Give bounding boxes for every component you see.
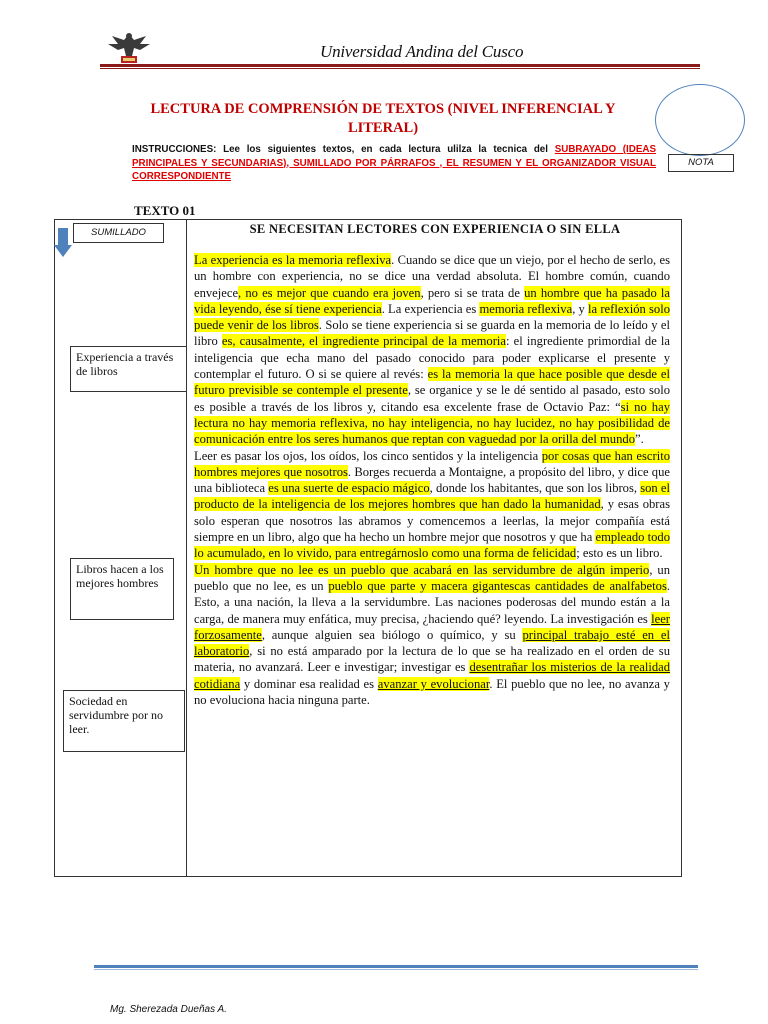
sumillado-label: SUMILLADO <box>73 223 164 243</box>
highlighted-text: un hombre que ha pasado la vida leyendo, ése sí tiene experiencia <box>194 285 670 316</box>
margin-note: Libros hacen a los mejores hombres <box>70 558 174 620</box>
highlighted-text: es una suerte de espacio mágico <box>268 481 430 496</box>
header-rule-thin <box>100 68 700 69</box>
highlighted-text: si no hay lectura no hay memoria reflexiva, no hay inteligencia, no hay lucidez, no hay posibilidad de comunicación entre los seres humanos que reptan con vaguedad por la orilla del mundo <box>194 399 670 447</box>
nota-label: NOTA <box>668 154 734 172</box>
highlighted-underlined-text: leer forzosamente <box>194 611 670 642</box>
instructions <box>132 143 656 184</box>
body-text: ; esto es un libro. <box>576 546 663 561</box>
university-logo <box>104 28 154 68</box>
highlighted-text: , no es mejor que cuando era joven <box>238 285 421 300</box>
body-text: , aunque alguien sea biólogo o químico, y su <box>261 627 523 642</box>
arrow-down-icon <box>54 228 72 258</box>
highlighted-text: son el producto de la inteligencia de los mejores hombres que han dado la humanidad <box>194 481 670 512</box>
body-text: Leer es pasar los ojos, los oídos, los cinco sentidos y la inteligencia <box>194 448 542 463</box>
body-text: y dominar esa realidad es <box>240 676 378 691</box>
body-text: , y esas obras solo esperan que nosotros las abramos y comencemos a leerlas, la mejor compañía está siempre en un libro, algo que ha hecho un hombre mejor que nosotros y que ha <box>194 497 670 545</box>
instructions-lead: INSTRUCCIONES: Lee los siguientes textos, en cada lectura ulilza la tecnica del <box>132 144 555 155</box>
highlighted-underlined-text: avanzar y evolucionar <box>377 676 490 691</box>
highlighted-text: por cosas que han escrito hombres mejores que nosotros <box>194 448 670 479</box>
highlighted-text: pueblo que parte y macera gigantescas cantidades de analfabetos <box>328 578 667 593</box>
highlighted-text: La experiencia es la memoria reflexiva <box>194 253 392 267</box>
page-title: LECTURA DE COMPRENSIÓN DE TEXTOS (NIVEL INFERENCIAL Y LITERAL) <box>150 101 616 136</box>
body-text: , y <box>572 301 589 316</box>
paragraph <box>194 252 670 448</box>
highlighted-text: empleado todo lo acumulado, en lo vivido, para entregárnoslo como una forma de felicidad <box>194 530 670 561</box>
body-text: ”. <box>635 432 644 447</box>
body-text: . Solo se tiene experiencia si se guarda en la memoria de lo leído y el libro <box>194 318 671 349</box>
body-text: . Esto, a una nación, la lleva a la servidumbre. Las naciones poderosas del mundo están a la carga, de manera muy enfática, muy precisa, ¿haciendo qué? leyendo. La investigación es <box>194 578 670 626</box>
highlighted-underlined-text: desentrañar los misterios de la realidad cotidiana <box>194 660 670 691</box>
highlighted-text: la reflexión solo puede venir de los libros <box>194 301 670 333</box>
footer-rule <box>94 965 698 968</box>
highlighted-underlined-text: principal trabajo esté en el laboratorio <box>194 627 670 659</box>
university-name: Universidad Andina del Cusco <box>320 42 524 61</box>
highlighted-text: Un hombre que no lee es un pueblo que acabará en las servidumbre de algún imperio <box>194 562 650 577</box>
body-text: , si no está amparado por la lectura de lo que se ha realizado en el orden de su materia, no avanzará. Leer e investigar; investigar es <box>194 644 670 675</box>
body-text: . Cuando se dice que un viejo, por el hecho de serlo, es un hombre con experiencia, no se dice una verdad absoluta. El hombre común, cuando envejece <box>194 253 670 300</box>
header-rule <box>100 64 700 67</box>
article-title: SE NECESITAN LECTORES CON EXPERIENCIA O SIN ELLA <box>249 222 621 236</box>
body-text: . Borges recuerda a Montaigne, a propósito del libro, y dice que una biblioteca <box>194 464 670 496</box>
body-text: : el ingrediente primordial de la inteligencia que echa mano del pasado conocido para poder explicarse el presente y contemplar el futuro. O si se quiere al revés: <box>194 334 670 382</box>
highlighted-text: memoria reflexiva <box>479 301 573 316</box>
margin-note: Sociedad en servidumbre por no leer. <box>63 690 185 752</box>
margin-note: Experiencia a través de libros <box>70 346 187 392</box>
article-body <box>194 252 670 708</box>
footer-rule-thin <box>94 969 698 970</box>
grade-oval <box>655 84 745 156</box>
body-text: . La experiencia es <box>381 301 480 316</box>
texto-label: TEXTO 01 <box>134 203 196 218</box>
body-text: , donde los habitantes, que son los libros, <box>429 481 641 496</box>
paragraph <box>194 448 670 562</box>
body-text: , se organice y se le dé sentido al pasado, esto solo es posible a través de los libros y, citando esa excelente frase de Octavio Paz: “ <box>194 383 670 414</box>
column-divider <box>186 219 187 877</box>
paragraph <box>194 562 670 709</box>
body-text: , pero si se trata de <box>420 285 525 300</box>
highlighted-text: es, causalmente, el ingrediente principal de la memoria <box>221 334 507 349</box>
instructions-highlight: SUBRAYADO (IDEAS PRINCIPALES Y SECUNDARIAS), SUMILLADO POR PÁRRAFOS , EL RESUMEN Y EL ORGANIZADOR VISUAL CORRESPONDIENTE <box>132 144 656 182</box>
author: Mg. Sherezada Dueñas A. <box>110 1004 227 1015</box>
body-text: . El pueblo que no lee, no avanza y no evoluciona hacia ninguna parte. <box>194 676 670 708</box>
highlighted-text: es la memoria la que hace posible que desde el futuro previsible se contemple el presente <box>194 367 671 398</box>
body-text: , un pueblo que no lee, es un <box>194 562 671 593</box>
